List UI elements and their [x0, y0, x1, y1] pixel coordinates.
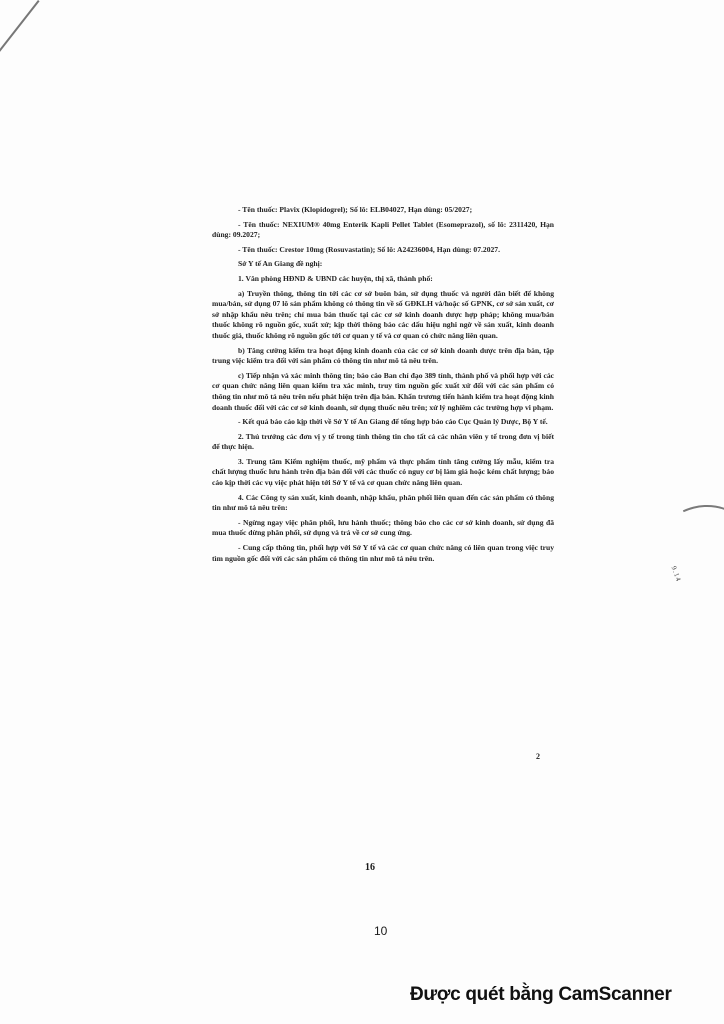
- document-body: [212, 205, 554, 568]
- paragraph: 3. Trung tâm Kiểm nghiệm thuốc, mỹ phẩm và thực phẩm tỉnh tăng cường lấy mẫu, kiểm tra chất lượng thuốc lưu hành trên địa bàn đối với các thuốc có nguy cơ bị làm giả hoặc kém chất lượng; báo cáo kịp thời các vụ việc phát hiện tới Sở Y tế và cơ quan chức năng liên quan.: [212, 456, 554, 488]
- paragraph: 1. Văn phòng HĐND & UBND các huyện, thị xã, thành phố:: [238, 273, 433, 283]
- paragraph: - Tên thuốc: Crestor 10mg (Rosuvastatin); Số lô: A24236004, Hạn dùng: 07.2027.: [238, 244, 500, 254]
- paragraph: - Cung cấp thông tin, phối hợp với Sở Y tế và các cơ quan chức năng có liên quan trong việc truy tìm nguồn gốc đối với các sản phẩm có thông tin như mô tả nêu trên.: [212, 543, 554, 563]
- stamp-text: 9.14: [669, 564, 683, 584]
- stamp-mark: [634, 489, 724, 635]
- paragraph: 4. Các Công ty sản xuất, kinh doanh, nhập khẩu, phân phối liên quan đến các sản phẩm có thông tin như mô tả nêu trên:: [212, 492, 554, 513]
- paragraph: b) Tăng cường kiểm tra hoạt động kinh doanh của các cơ sở kinh doanh dược trên địa bàn, tập trung việc kiểm tra đối với sản phẩm có thông tin như mô tả nêu trên.: [212, 345, 554, 366]
- paragraph: a) Truyền thông, thông tin tới các cơ sở buôn bán, sử dụng thuốc và người dân biết để không mua/bán, sử dụng 07 lô sản phẩm không có thông tin về số GĐKLH và/hoặc số GPNK, cơ sở sản xuất, cơ sở nhập khẩu nêu trên; chỉ mua bán thuốc tại các cơ sở kinh doanh dược hợp pháp; không mua/bán thuốc không rõ nguồn gốc, xuất xứ; kịp thời thông báo các dấu hiệu nghi ngờ về sản xuất, kinh doanh thuốc giả, thuốc không rõ nguồn gốc tới cơ quan y tế và cơ quan có chức năng liên quan.: [212, 288, 554, 340]
- paragraph: 2. Thủ trưởng các đơn vị y tế trong tỉnh thông tin cho tất cả các nhân viên y tế trong đơn vị biết để thực hiện.: [212, 431, 554, 452]
- paragraph: - Tên thuốc: Plavix (Klopidogrel); Số lô: ELB04027, Hạn dùng: 05/2027;: [238, 205, 473, 214]
- fold-line: [0, 0, 40, 64]
- paragraph: Sở Y tế An Giang đề nghị:: [238, 259, 323, 269]
- page-number-right: 2: [536, 752, 540, 761]
- page-number-bottom: 10: [374, 924, 388, 938]
- page-number-mid: 16: [365, 862, 375, 873]
- paragraph: - Tên thuốc: NEXIUM® 40mg Enterik Kapli Pellet Tablet (Esomeprazol), số lô: 2311420, Hạn dùng: 09.2027;: [212, 219, 554, 240]
- paragraph: c) Tiếp nhận và xác minh thông tin; báo cáo Ban chỉ đạo 389 tỉnh, thành phố và phối hợp với các cơ quan chức năng liên quan kiểm tra xác minh, truy tìm nguồn gốc xuất xứ đối với các sản phẩm có thông tin như mô tả nêu trên nếu phát hiện trên địa bàn. Khẩn trương tiến hành kiểm tra hoạt động kinh doanh thuốc đối với các cơ sở kinh doanh, sử dụng thuốc nêu trên; xử lý nghiêm các trường hợp vi phạm.: [212, 370, 554, 412]
- scanner-watermark: Được quét bằng CamScanner: [410, 984, 672, 1005]
- paragraph: - Kết quả báo cáo kịp thời về Sở Y tế An Giang để tổng hợp báo cáo Cục Quản lý Dược, Bộ Y tế.: [238, 417, 548, 427]
- paragraph: - Ngừng ngay việc phân phối, lưu hành thuốc; thông báo cho các cơ sở kinh doanh, sử dụng đã mua thuốc dừng phân phối, sử dụng và trả về cơ sở cung ứng.: [212, 517, 554, 538]
